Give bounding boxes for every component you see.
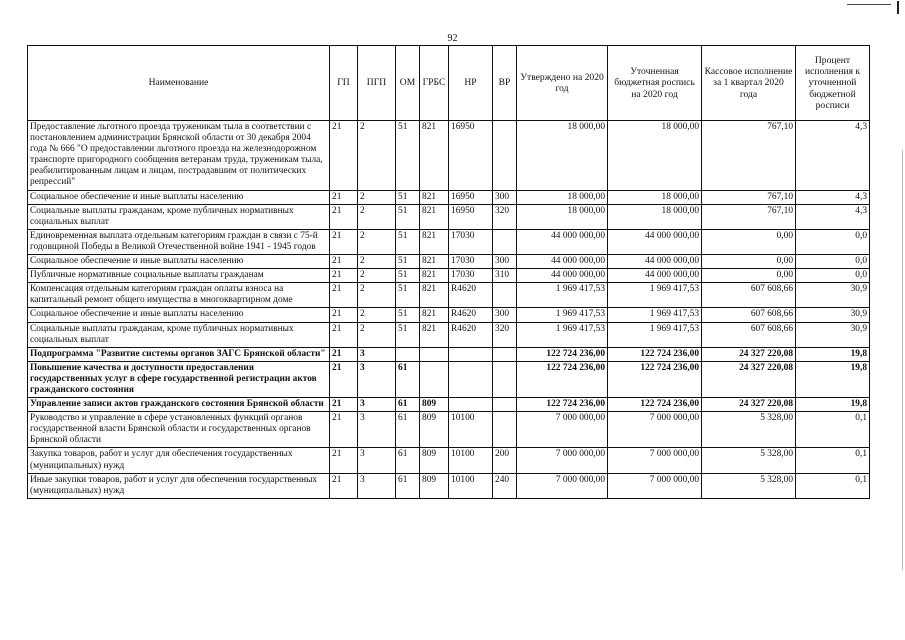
cell-om: 51: [396, 308, 420, 322]
cell-nr: 17030: [449, 255, 493, 269]
header-percent: Процент исполнения к уточненной бюджетной росписи: [796, 46, 870, 121]
cell-gp: 21: [330, 448, 358, 473]
cell-approved: 122 724 236,00: [517, 361, 608, 397]
cell-percent: 0,0: [796, 229, 870, 254]
cell-gp: 21: [330, 322, 358, 347]
header-name: Наименование: [28, 46, 330, 121]
cell-refined: 122 724 236,00: [608, 398, 702, 412]
cell-om: 61: [396, 361, 420, 397]
cell-grbs: [420, 347, 449, 361]
cell-pgp: 3: [358, 473, 396, 498]
table-row: [28, 190, 870, 204]
table-row: [28, 448, 870, 473]
header-row: [28, 46, 870, 121]
header-pgp: ПГП: [358, 46, 396, 121]
cell-cash: 24 327 220,08: [702, 398, 796, 412]
cell-nr: 16950: [449, 190, 493, 204]
cell-name: Социальное обеспечение и иные выплаты населению: [28, 190, 330, 204]
cell-refined: 122 724 236,00: [608, 347, 702, 361]
cell-gp: 21: [330, 361, 358, 397]
cell-vr: [493, 121, 517, 191]
cell-nr: [449, 347, 493, 361]
cell-name: Социальное обеспечение и иные выплаты населению: [28, 308, 330, 322]
budget-table: [27, 45, 870, 499]
cell-pgp: 2: [358, 229, 396, 254]
cell-percent: 0,0: [796, 269, 870, 283]
cell-percent: 30,9: [796, 322, 870, 347]
cell-grbs: [420, 361, 449, 397]
cell-refined: 1 969 417,53: [608, 283, 702, 308]
cell-refined: 44 000 000,00: [608, 255, 702, 269]
header-refined: Уточненная бюджетная роспись на 2020 год: [608, 46, 702, 121]
cell-gp: 21: [330, 229, 358, 254]
cell-percent: 19,8: [796, 347, 870, 361]
cell-grbs: 821: [420, 229, 449, 254]
header-approved: Утверждено на 2020 год: [517, 46, 608, 121]
cell-name: Закупка товаров, работ и услуг для обеспечения государственных (муниципальных) нужд: [28, 448, 330, 473]
cell-om: 61: [396, 412, 420, 448]
cell-cash: 767,10: [702, 190, 796, 204]
cell-percent: 4,3: [796, 190, 870, 204]
cell-grbs: 821: [420, 322, 449, 347]
cell-nr: 16950: [449, 204, 493, 229]
cell-percent: 4,3: [796, 204, 870, 229]
cell-grbs: 809: [420, 448, 449, 473]
cell-percent: 30,9: [796, 283, 870, 308]
cell-cash: 24 327 220,08: [702, 361, 796, 397]
cell-gp: 21: [330, 204, 358, 229]
header-cash: Кассовое исполнение за 1 квартал 2020 года: [702, 46, 796, 121]
cell-approved: 18 000,00: [517, 190, 608, 204]
cell-om: 51: [396, 322, 420, 347]
cell-refined: 7 000 000,00: [608, 412, 702, 448]
cell-vr: 200: [493, 448, 517, 473]
table-row: [28, 204, 870, 229]
cell-cash: 5 328,00: [702, 412, 796, 448]
cell-approved: 18 000,00: [517, 204, 608, 229]
cell-name: Подпрограмма "Развитие системы органов ЗАГС Брянской области": [28, 347, 330, 361]
cell-refined: 1 969 417,53: [608, 308, 702, 322]
cell-refined: 18 000,00: [608, 121, 702, 191]
cell-grbs: 821: [420, 190, 449, 204]
cell-om: [396, 347, 420, 361]
header-vr: ВР: [493, 46, 517, 121]
cell-grbs: 821: [420, 283, 449, 308]
table-row: [28, 361, 870, 397]
cell-gp: 21: [330, 121, 358, 191]
cell-vr: 300: [493, 190, 517, 204]
cell-percent: 0,1: [796, 412, 870, 448]
cell-refined: 18 000,00: [608, 190, 702, 204]
cell-vr: [493, 229, 517, 254]
cell-nr: [449, 398, 493, 412]
cell-cash: 0,00: [702, 229, 796, 254]
cell-nr: [449, 361, 493, 397]
cell-pgp: 2: [358, 283, 396, 308]
cell-pgp: 2: [358, 269, 396, 283]
cell-gp: 21: [330, 190, 358, 204]
table-body: [28, 121, 870, 499]
cell-nr: 17030: [449, 229, 493, 254]
cell-vr: 240: [493, 473, 517, 498]
cell-refined: 1 969 417,53: [608, 322, 702, 347]
cell-approved: 7 000 000,00: [517, 473, 608, 498]
cell-cash: 5 328,00: [702, 473, 796, 498]
table-row: [28, 308, 870, 322]
cell-nr: R4620: [449, 283, 493, 308]
table-row: [28, 412, 870, 448]
cell-nr: 16950: [449, 121, 493, 191]
cell-approved: 1 969 417,53: [517, 322, 608, 347]
cell-approved: 7 000 000,00: [517, 412, 608, 448]
cell-gp: 21: [330, 398, 358, 412]
cell-pgp: 3: [358, 347, 396, 361]
header-gp: ГП: [330, 46, 358, 121]
cell-om: 51: [396, 255, 420, 269]
table-row: [28, 255, 870, 269]
cell-cash: 767,10: [702, 121, 796, 191]
cell-grbs: 809: [420, 412, 449, 448]
cell-name: Компенсация отдельным категориям граждан оплаты взноса на капитальный ремонт общего имущества в многоквартирном доме: [28, 283, 330, 308]
cell-percent: 0,1: [796, 448, 870, 473]
cell-om: 51: [396, 269, 420, 283]
cell-grbs: 821: [420, 308, 449, 322]
cell-vr: 320: [493, 204, 517, 229]
cell-name: Руководство и управление в сфере установленных функций органов государственной власти Брянской области и государственных органов Брянской области: [28, 412, 330, 448]
cell-gp: 21: [330, 255, 358, 269]
cell-percent: 0,0: [796, 255, 870, 269]
cell-cash: 0,00: [702, 269, 796, 283]
table-row: [28, 121, 870, 191]
corner-mark: [897, 1, 899, 14]
table-row: [28, 473, 870, 498]
cell-pgp: 2: [358, 204, 396, 229]
cell-refined: 44 000 000,00: [608, 269, 702, 283]
cell-percent: 30,9: [796, 308, 870, 322]
cell-name: Предоставление льготного проезда труженикам тыла в соответствии с постановлением администрации Брянской области от 30 декабря 2004 года № 666 "О предоставлении льготного проезда на железнодорожном транспорте пригородного сообщения ветеранам труда, труженикам тыла, реабилитированным лицам и лицам, пострадавшим от политических репрессий": [28, 121, 330, 191]
cell-om: 61: [396, 448, 420, 473]
cell-approved: 44 000 000,00: [517, 229, 608, 254]
cell-vr: [493, 283, 517, 308]
table-row: [28, 229, 870, 254]
cell-pgp: 3: [358, 412, 396, 448]
cell-grbs: 809: [420, 398, 449, 412]
table-row: [28, 347, 870, 361]
cell-vr: 310: [493, 269, 517, 283]
header-om: ОМ: [396, 46, 420, 121]
cell-cash: 767,10: [702, 204, 796, 229]
cell-nr: 10100: [449, 473, 493, 498]
cell-nr: 17030: [449, 269, 493, 283]
cell-vr: [493, 361, 517, 397]
corner-line: [847, 4, 891, 5]
cell-cash: 607 608,66: [702, 322, 796, 347]
cell-approved: 7 000 000,00: [517, 448, 608, 473]
cell-name: Управление записи актов гражданского состояния Брянской области: [28, 398, 330, 412]
cell-vr: [493, 347, 517, 361]
page-edge-line: [902, 150, 903, 570]
cell-grbs: 821: [420, 269, 449, 283]
cell-om: 51: [396, 229, 420, 254]
cell-approved: 18 000,00: [517, 121, 608, 191]
cell-approved: 122 724 236,00: [517, 347, 608, 361]
cell-pgp: 3: [358, 361, 396, 397]
cell-approved: 1 969 417,53: [517, 283, 608, 308]
cell-om: 61: [396, 473, 420, 498]
cell-refined: 18 000,00: [608, 204, 702, 229]
cell-pgp: 2: [358, 121, 396, 191]
cell-gp: 21: [330, 347, 358, 361]
table-row: [28, 283, 870, 308]
table-row: [28, 398, 870, 412]
cell-gp: 21: [330, 308, 358, 322]
cell-vr: 300: [493, 308, 517, 322]
cell-name: Единовременная выплата отдельным категориям граждан в связи с 75-й годовщиной Победы в Великой Отечественной войне 1941 - 1945 годов: [28, 229, 330, 254]
cell-cash: 5 328,00: [702, 448, 796, 473]
cell-pgp: 2: [358, 255, 396, 269]
cell-grbs: 821: [420, 255, 449, 269]
table-row: [28, 269, 870, 283]
cell-pgp: 3: [358, 448, 396, 473]
cell-grbs: 809: [420, 473, 449, 498]
cell-percent: 19,8: [796, 361, 870, 397]
cell-refined: 7 000 000,00: [608, 473, 702, 498]
cell-grbs: 821: [420, 121, 449, 191]
cell-name: Социальные выплаты гражданам, кроме публичных нормативных социальных выплат: [28, 204, 330, 229]
cell-pgp: 2: [358, 322, 396, 347]
cell-name: Повышение качества и доступности предоставления государственных услуг в сфере государственной регистрации актов гражданского состояния: [28, 361, 330, 397]
cell-pgp: 2: [358, 190, 396, 204]
cell-cash: 24 327 220,08: [702, 347, 796, 361]
page-number: 92: [447, 33, 458, 44]
cell-approved: 44 000 000,00: [517, 269, 608, 283]
cell-vr: 320: [493, 322, 517, 347]
cell-refined: 7 000 000,00: [608, 448, 702, 473]
cell-percent: 4,3: [796, 121, 870, 191]
cell-pgp: 2: [358, 308, 396, 322]
cell-name: Социальные выплаты гражданам, кроме публичных нормативных социальных выплат: [28, 322, 330, 347]
cell-vr: [493, 398, 517, 412]
cell-gp: 21: [330, 412, 358, 448]
cell-nr: 10100: [449, 412, 493, 448]
cell-approved: 122 724 236,00: [517, 398, 608, 412]
cell-approved: 1 969 417,53: [517, 308, 608, 322]
cell-gp: 21: [330, 269, 358, 283]
cell-name: Социальное обеспечение и иные выплаты населению: [28, 255, 330, 269]
cell-gp: 21: [330, 473, 358, 498]
cell-om: 51: [396, 283, 420, 308]
cell-vr: 300: [493, 255, 517, 269]
cell-om: 61: [396, 398, 420, 412]
header-nr: НР: [449, 46, 493, 121]
cell-om: 51: [396, 121, 420, 191]
cell-nr: R4620: [449, 322, 493, 347]
cell-gp: 21: [330, 283, 358, 308]
cell-cash: 0,00: [702, 255, 796, 269]
header-grbs: ГРБС: [420, 46, 449, 121]
cell-vr: [493, 412, 517, 448]
table-row: [28, 322, 870, 347]
cell-nr: 10100: [449, 448, 493, 473]
cell-name: Публичные нормативные социальные выплаты гражданам: [28, 269, 330, 283]
cell-percent: 0,1: [796, 473, 870, 498]
cell-refined: 122 724 236,00: [608, 361, 702, 397]
cell-nr: R4620: [449, 308, 493, 322]
cell-approved: 44 000 000,00: [517, 255, 608, 269]
cell-pgp: 3: [358, 398, 396, 412]
cell-om: 51: [396, 190, 420, 204]
cell-name: Иные закупки товаров, работ и услуг для обеспечения государственных (муниципальных) нужд: [28, 473, 330, 498]
cell-om: 51: [396, 204, 420, 229]
cell-cash: 607 608,66: [702, 283, 796, 308]
cell-cash: 607 608,66: [702, 308, 796, 322]
cell-percent: 19,8: [796, 398, 870, 412]
cell-grbs: 821: [420, 204, 449, 229]
cell-refined: 44 000 000,00: [608, 229, 702, 254]
